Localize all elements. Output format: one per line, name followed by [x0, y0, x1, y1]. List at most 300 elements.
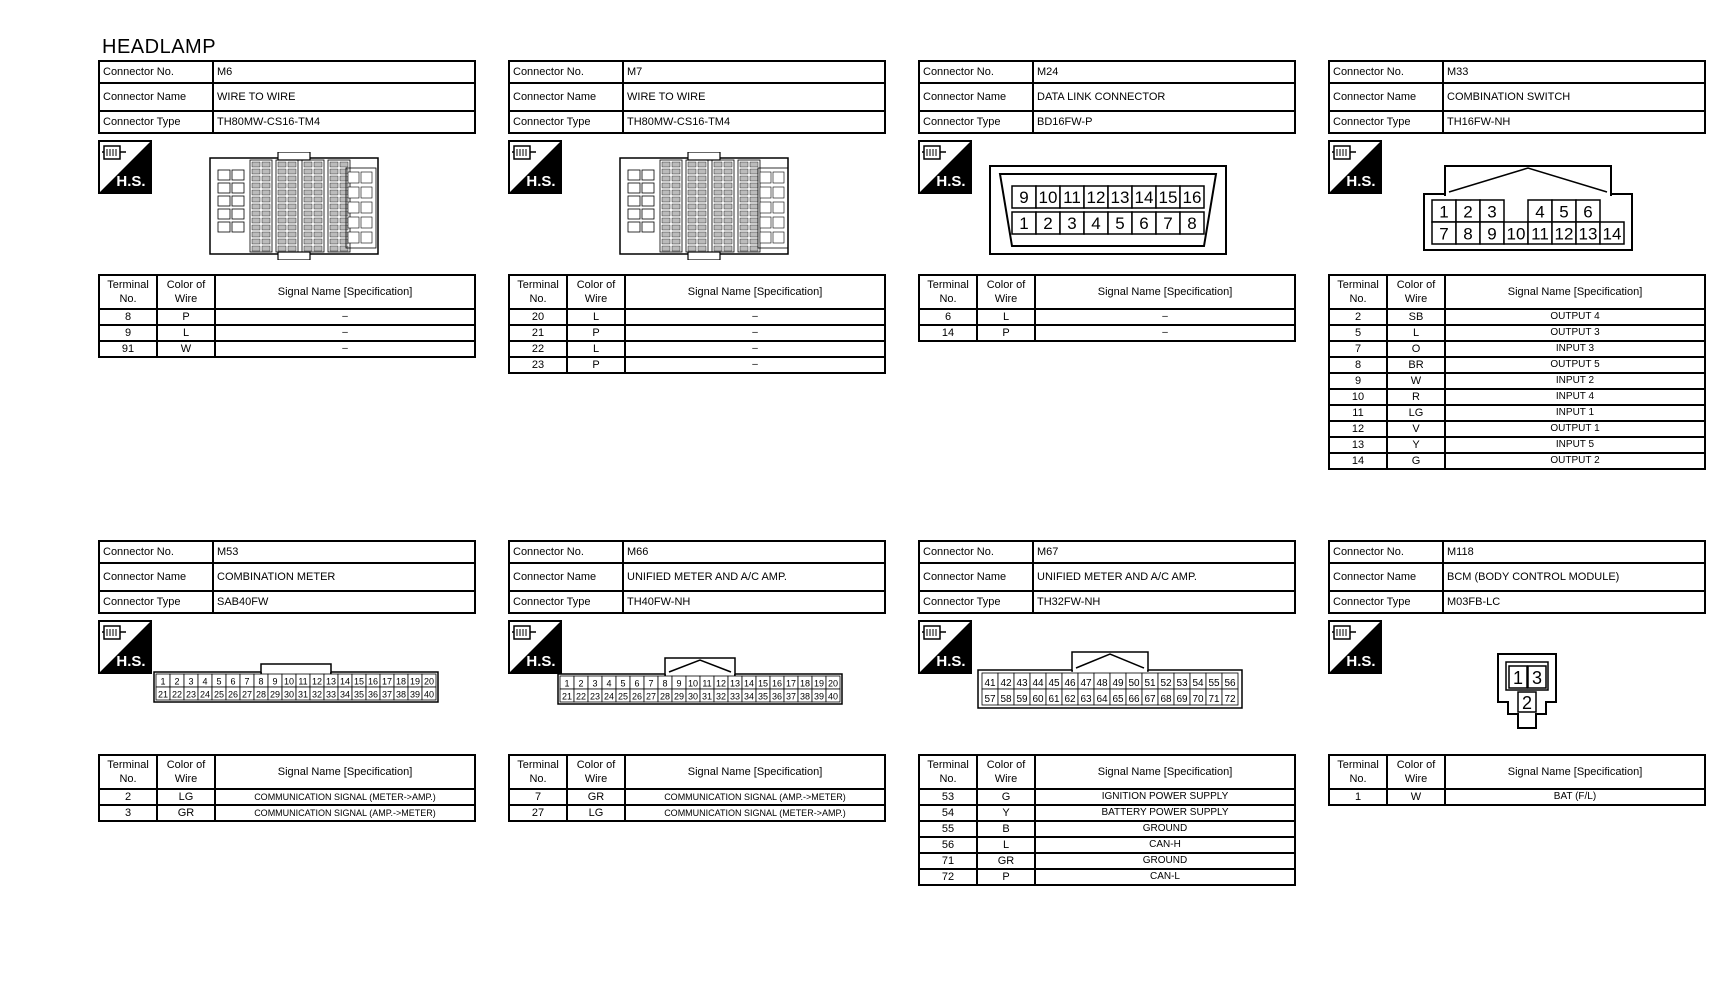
terminal-no-header: Terminal No.: [919, 275, 977, 309]
terminal-table: [1328, 274, 1706, 470]
pin-22: 22: [575, 691, 587, 702]
pin-17: 17: [785, 678, 797, 689]
connector-info-table: [508, 540, 886, 614]
terminal-number: 21: [509, 325, 567, 341]
pin-22: 22: [171, 689, 183, 700]
connector-name-value: WIRE TO WIRE: [213, 83, 475, 111]
table-row: [1329, 357, 1705, 373]
connector-type-label: Connector Type: [509, 111, 623, 133]
terminal-table: [98, 274, 476, 358]
pin-27: 27: [241, 689, 253, 700]
wire-color: W: [1387, 789, 1445, 805]
terminal-number: 22: [509, 341, 567, 357]
connector-number-value: M66: [623, 541, 885, 563]
pin-4: 4: [1091, 214, 1101, 233]
connector-number-label: Connector No.: [919, 541, 1033, 563]
pin-7: 7: [1163, 214, 1173, 233]
hs-label: H.S.: [116, 173, 146, 190]
table-row: [509, 357, 885, 373]
terminal-number: 6: [919, 309, 977, 325]
pin-5: 5: [1559, 202, 1569, 222]
connector-name-value: COMBINATION METER: [213, 563, 475, 591]
pin-44: 44: [1032, 677, 1044, 689]
terminal-number: 71: [919, 853, 977, 869]
connector-panel-m66: [508, 540, 886, 819]
pin-37: 37: [785, 691, 797, 702]
pin-31: 31: [297, 689, 309, 700]
signal-name: INPUT 3: [1445, 341, 1705, 357]
pin-11: 11: [1063, 188, 1081, 207]
wire-color: L: [567, 341, 625, 357]
harness-side-icon: [1328, 140, 1382, 194]
pin-9: 9: [676, 678, 682, 689]
terminal-table: [918, 274, 1296, 342]
signal-name-header: Signal Name [Specification]: [1445, 275, 1705, 309]
signal-name: GROUND: [1035, 853, 1295, 869]
signal-name: OUTPUT 1: [1445, 421, 1705, 437]
connector-panel-m7: [508, 60, 886, 371]
wire-color: P: [157, 309, 215, 325]
signal-name-header: Signal Name [Specification]: [215, 275, 475, 309]
terminal-no-header: Terminal No.: [1329, 275, 1387, 309]
pin-40: 40: [423, 689, 435, 700]
pin-5: 5: [620, 678, 626, 689]
table-row: [1329, 421, 1705, 437]
pin-3: 3: [188, 676, 194, 687]
connector-info-table: [1328, 60, 1706, 134]
pin-61: 61: [1048, 693, 1060, 705]
wire-color: G: [977, 789, 1035, 805]
pin-32: 32: [715, 691, 727, 702]
harness-side-icon: [98, 620, 152, 674]
connector-number-value: M6: [213, 61, 475, 83]
pin-9: 9: [1019, 188, 1029, 207]
wire-to-wire-connector-face: [208, 152, 380, 260]
table-row: [1329, 389, 1705, 405]
connector-number-value: M33: [1443, 61, 1705, 83]
terminal-no-header: Terminal No.: [99, 275, 157, 309]
pin-13: 13: [729, 678, 741, 689]
pin-7: 7: [648, 678, 654, 689]
pin-12: 12: [311, 676, 323, 687]
pin-14: 14: [339, 676, 351, 687]
connector-number-value: M118: [1443, 541, 1705, 563]
pin-28: 28: [659, 691, 671, 702]
connector-name-label: Connector Name: [99, 83, 213, 111]
table-row: [919, 837, 1295, 853]
pin-33: 33: [729, 691, 741, 702]
wire-color: V: [1387, 421, 1445, 437]
connector-name-label: Connector Name: [919, 83, 1033, 111]
connector-name-label: Connector Name: [919, 563, 1033, 591]
connector-type-value: TH40FW-NH: [623, 591, 885, 613]
connector-number-label: Connector No.: [509, 61, 623, 83]
pin-20: 20: [827, 678, 839, 689]
pin-2: 2: [1463, 202, 1473, 222]
pin-14: 14: [743, 678, 755, 689]
pin-1: 1: [160, 676, 166, 687]
pin-72: 72: [1224, 693, 1236, 705]
pin-10: 10: [1506, 224, 1526, 244]
pin-12: 12: [715, 678, 727, 689]
unified-meter-40pin-connector-face: [556, 656, 844, 706]
pin-19: 19: [409, 676, 421, 687]
pin-6: 6: [1139, 214, 1149, 233]
hs-label: H.S.: [936, 653, 966, 670]
connector-info-table: [98, 60, 476, 134]
signal-name: BAT (F/L): [1445, 789, 1705, 805]
connector-panel-m67: [918, 540, 1296, 883]
connector-info-table: [918, 540, 1296, 614]
connector-name-label: Connector Name: [99, 563, 213, 591]
signal-name: GROUND: [1035, 821, 1295, 837]
connector-number-label: Connector No.: [509, 541, 623, 563]
pin-32: 32: [311, 689, 323, 700]
table-row: [509, 325, 885, 341]
pin-11: 11: [1531, 224, 1549, 244]
pin-1: 1: [1512, 668, 1524, 688]
terminal-no-header: Terminal No.: [1329, 755, 1387, 789]
signal-name: –: [625, 357, 885, 373]
terminal-table: [918, 754, 1296, 886]
terminal-table: [98, 754, 476, 822]
wire-color: P: [567, 357, 625, 373]
combination-meter-connector-face: [152, 662, 440, 704]
pin-63: 63: [1080, 693, 1092, 705]
wire-color: GR: [977, 853, 1035, 869]
connector-type-value: SAB40FW: [213, 591, 475, 613]
signal-name: INPUT 1: [1445, 405, 1705, 421]
color-of-wire-header: Color of Wire: [157, 275, 215, 309]
pin-10: 10: [687, 678, 699, 689]
terminal-no-header: Terminal No.: [99, 755, 157, 789]
terminal-number: 14: [919, 325, 977, 341]
pin-3: 3: [1487, 202, 1497, 222]
pin-1: 1: [564, 678, 570, 689]
terminal-number: 72: [919, 869, 977, 885]
table-row: [1329, 309, 1705, 325]
terminal-number: 12: [1329, 421, 1387, 437]
pin-23: 23: [185, 689, 197, 700]
table-row: [1329, 437, 1705, 453]
connector-number-label: Connector No.: [919, 61, 1033, 83]
pin-71: 71: [1208, 693, 1220, 705]
connector-info-table: [98, 540, 476, 614]
pin-2: 2: [174, 676, 180, 687]
pin-16: 16: [771, 678, 783, 689]
pin-20: 20: [423, 676, 435, 687]
pin-18: 18: [799, 678, 811, 689]
color-of-wire-header: Color of Wire: [157, 755, 215, 789]
connector-type-value: TH32FW-NH: [1033, 591, 1295, 613]
connector-type-value: M03FB-LC: [1443, 591, 1705, 613]
pin-11: 11: [702, 678, 712, 689]
page-title: HEADLAMP: [102, 36, 217, 58]
pin-12: 12: [1086, 188, 1106, 207]
wire-color: W: [157, 341, 215, 357]
hs-label: H.S.: [526, 173, 556, 190]
terminal-number: 10: [1329, 389, 1387, 405]
wire-color: L: [977, 837, 1035, 853]
terminal-number: 1: [1329, 789, 1387, 805]
harness-side-icon: [1328, 620, 1382, 674]
pin-65: 65: [1112, 693, 1124, 705]
pin-34: 34: [339, 689, 351, 700]
terminal-table: [1328, 754, 1706, 806]
wire-color: G: [1387, 453, 1445, 469]
hs-label: H.S.: [116, 653, 146, 670]
pin-53: 53: [1176, 677, 1188, 689]
hs-label: H.S.: [1346, 653, 1376, 670]
pin-14: 14: [1602, 224, 1622, 244]
pin-15: 15: [353, 676, 365, 687]
signal-name-header: Signal Name [Specification]: [625, 755, 885, 789]
pin-26: 26: [227, 689, 239, 700]
wire-color: P: [977, 325, 1035, 341]
pin-29: 29: [673, 691, 685, 702]
pin-6: 6: [634, 678, 640, 689]
table-row: [919, 805, 1295, 821]
connector-name-label: Connector Name: [1329, 83, 1443, 111]
pin-43: 43: [1016, 677, 1028, 689]
terminal-table: [508, 754, 886, 822]
hs-label: H.S.: [1346, 173, 1376, 190]
connector-name-label: Connector Name: [1329, 563, 1443, 591]
terminal-number: 91: [99, 341, 157, 357]
wire-color: P: [977, 869, 1035, 885]
pin-39: 39: [409, 689, 421, 700]
pin-36: 36: [367, 689, 379, 700]
pin-49: 49: [1112, 677, 1124, 689]
terminal-number: 9: [99, 325, 157, 341]
connector-info-table: [1328, 540, 1706, 614]
wire-color: GR: [157, 805, 215, 821]
pin-25: 25: [213, 689, 225, 700]
table-row: [919, 853, 1295, 869]
table-row: [99, 789, 475, 805]
terminal-table: [508, 274, 886, 374]
pin-16: 16: [367, 676, 379, 687]
pin-28: 28: [255, 689, 267, 700]
signal-name: CAN-L: [1035, 869, 1295, 885]
signal-name: INPUT 5: [1445, 437, 1705, 453]
pin-6: 6: [230, 676, 236, 687]
signal-name-header: Signal Name [Specification]: [625, 275, 885, 309]
pin-5: 5: [1115, 214, 1125, 233]
pin-13: 13: [1110, 188, 1130, 207]
connector-panel-m53: [98, 540, 476, 819]
signal-name: INPUT 4: [1445, 389, 1705, 405]
wire-to-wire-connector-face: [618, 152, 790, 260]
combination-switch-connector-face: [1422, 164, 1634, 252]
pin-26: 26: [631, 691, 643, 702]
pin-38: 38: [799, 691, 811, 702]
signal-name: INPUT 2: [1445, 373, 1705, 389]
pin-18: 18: [395, 676, 407, 687]
pin-21: 21: [157, 689, 169, 700]
terminal-number: 55: [919, 821, 977, 837]
connector-name-label: Connector Name: [509, 83, 623, 111]
signal-name: –: [625, 325, 885, 341]
signal-name: OUTPUT 3: [1445, 325, 1705, 341]
harness-side-icon: [98, 140, 152, 194]
wire-color: GR: [567, 789, 625, 805]
table-row: [1329, 789, 1705, 805]
color-of-wire-header: Color of Wire: [567, 755, 625, 789]
connector-panel-m6: [98, 60, 476, 355]
pin-68: 68: [1160, 693, 1172, 705]
terminal-number: 8: [99, 309, 157, 325]
color-of-wire-header: Color of Wire: [1387, 275, 1445, 309]
connector-name-value: UNIFIED METER AND A/C AMP.: [1033, 563, 1295, 591]
pin-2: 2: [1043, 214, 1053, 233]
pin-13: 13: [325, 676, 337, 687]
table-row: [509, 341, 885, 357]
pin-40: 40: [827, 691, 839, 702]
connector-info-table: [918, 60, 1296, 134]
table-row: [1329, 341, 1705, 357]
signal-name: –: [215, 341, 475, 357]
hs-label: H.S.: [936, 173, 966, 190]
signal-name: IGNITION POWER SUPPLY: [1035, 789, 1295, 805]
harness-side-icon: [918, 620, 972, 674]
terminal-number: 11: [1329, 405, 1387, 421]
pin-3: 3: [1067, 214, 1077, 233]
pin-8: 8: [258, 676, 264, 687]
connector-type-value: TH16FW-NH: [1443, 111, 1705, 133]
pin-2: 2: [1521, 693, 1533, 713]
pin-51: 51: [1144, 677, 1156, 689]
pin-4: 4: [606, 678, 612, 689]
pin-31: 31: [701, 691, 713, 702]
wire-color: R: [1387, 389, 1445, 405]
pin-10: 10: [283, 676, 295, 687]
connector-name-value: BCM (BODY CONTROL MODULE): [1443, 563, 1705, 591]
terminal-number: 8: [1329, 357, 1387, 373]
pin-45: 45: [1048, 677, 1060, 689]
terminal-number: 3: [99, 805, 157, 821]
pin-36: 36: [771, 691, 783, 702]
table-row: [99, 341, 475, 357]
pin-38: 38: [395, 689, 407, 700]
pin-17: 17: [381, 676, 393, 687]
connector-number-value: M7: [623, 61, 885, 83]
connector-type-label: Connector Type: [99, 111, 213, 133]
connector-number-value: M67: [1033, 541, 1295, 563]
table-row: [919, 309, 1295, 325]
pin-48: 48: [1096, 677, 1108, 689]
pin-54: 54: [1192, 677, 1204, 689]
connector-type-label: Connector Type: [509, 591, 623, 613]
wire-color: O: [1387, 341, 1445, 357]
table-row: [1329, 405, 1705, 421]
pin-52: 52: [1160, 677, 1172, 689]
pin-59: 59: [1016, 693, 1028, 705]
connector-number-value: M24: [1033, 61, 1295, 83]
connector-type-label: Connector Type: [919, 111, 1033, 133]
table-row: [919, 789, 1295, 805]
pin-16: 16: [1182, 188, 1202, 207]
wire-color: L: [567, 309, 625, 325]
terminal-number: 27: [509, 805, 567, 821]
connector-type-label: Connector Type: [99, 591, 213, 613]
color-of-wire-header: Color of Wire: [1387, 755, 1445, 789]
terminal-number: 2: [1329, 309, 1387, 325]
connector-number-value: M53: [213, 541, 475, 563]
connector-panel-m118: [1328, 540, 1706, 803]
wire-color: LG: [157, 789, 215, 805]
pin-33: 33: [325, 689, 337, 700]
pin-15: 15: [757, 678, 769, 689]
pin-35: 35: [353, 689, 365, 700]
signal-name-header: Signal Name [Specification]: [1445, 755, 1705, 789]
terminal-number: 2: [99, 789, 157, 805]
signal-name: –: [215, 325, 475, 341]
hs-label: H.S.: [526, 653, 556, 670]
terminal-number: 7: [509, 789, 567, 805]
signal-name-header: Signal Name [Specification]: [215, 755, 475, 789]
harness-side-icon: [918, 140, 972, 194]
pin-60: 60: [1032, 693, 1044, 705]
table-row: [919, 325, 1295, 341]
signal-name: –: [1035, 325, 1295, 341]
connector-type-label: Connector Type: [919, 591, 1033, 613]
pin-66: 66: [1128, 693, 1140, 705]
table-row: [99, 309, 475, 325]
signal-name: COMMUNICATION SIGNAL (METER->AMP.): [215, 789, 475, 805]
pin-23: 23: [589, 691, 601, 702]
pin-35: 35: [757, 691, 769, 702]
signal-name-header: Signal Name [Specification]: [1035, 275, 1295, 309]
pin-39: 39: [813, 691, 825, 702]
terminal-number: 20: [509, 309, 567, 325]
pin-1: 1: [1019, 214, 1029, 233]
terminal-number: 7: [1329, 341, 1387, 357]
signal-name-header: Signal Name [Specification]: [1035, 755, 1295, 789]
wire-color: L: [977, 309, 1035, 325]
pin-3: 3: [1531, 668, 1543, 688]
pin-30: 30: [283, 689, 295, 700]
pin-58: 58: [1000, 693, 1012, 705]
table-row: [1329, 325, 1705, 341]
pin-37: 37: [381, 689, 393, 700]
table-row: [99, 325, 475, 341]
pin-19: 19: [813, 678, 825, 689]
signal-name: –: [625, 309, 885, 325]
wire-color: W: [1387, 373, 1445, 389]
wire-color: LG: [567, 805, 625, 821]
pin-27: 27: [645, 691, 657, 702]
pin-12: 12: [1554, 224, 1574, 244]
connector-type-value: TH80MW-CS16-TM4: [213, 111, 475, 133]
terminal-number: 23: [509, 357, 567, 373]
connector-name-value: COMBINATION SWITCH: [1443, 83, 1705, 111]
signal-name: OUTPUT 4: [1445, 309, 1705, 325]
terminal-number: 13: [1329, 437, 1387, 453]
table-row: [1329, 453, 1705, 469]
connector-name-value: WIRE TO WIRE: [623, 83, 885, 111]
table-row: [919, 821, 1295, 837]
pin-10: 10: [1038, 188, 1058, 207]
harness-side-icon: [508, 140, 562, 194]
harness-side-icon: [508, 620, 562, 674]
pin-57: 57: [984, 693, 996, 705]
connector-type-label: Connector Type: [1329, 111, 1443, 133]
pin-64: 64: [1096, 693, 1108, 705]
pin-55: 55: [1208, 677, 1220, 689]
pin-2: 2: [578, 678, 584, 689]
color-of-wire-header: Color of Wire: [977, 755, 1035, 789]
